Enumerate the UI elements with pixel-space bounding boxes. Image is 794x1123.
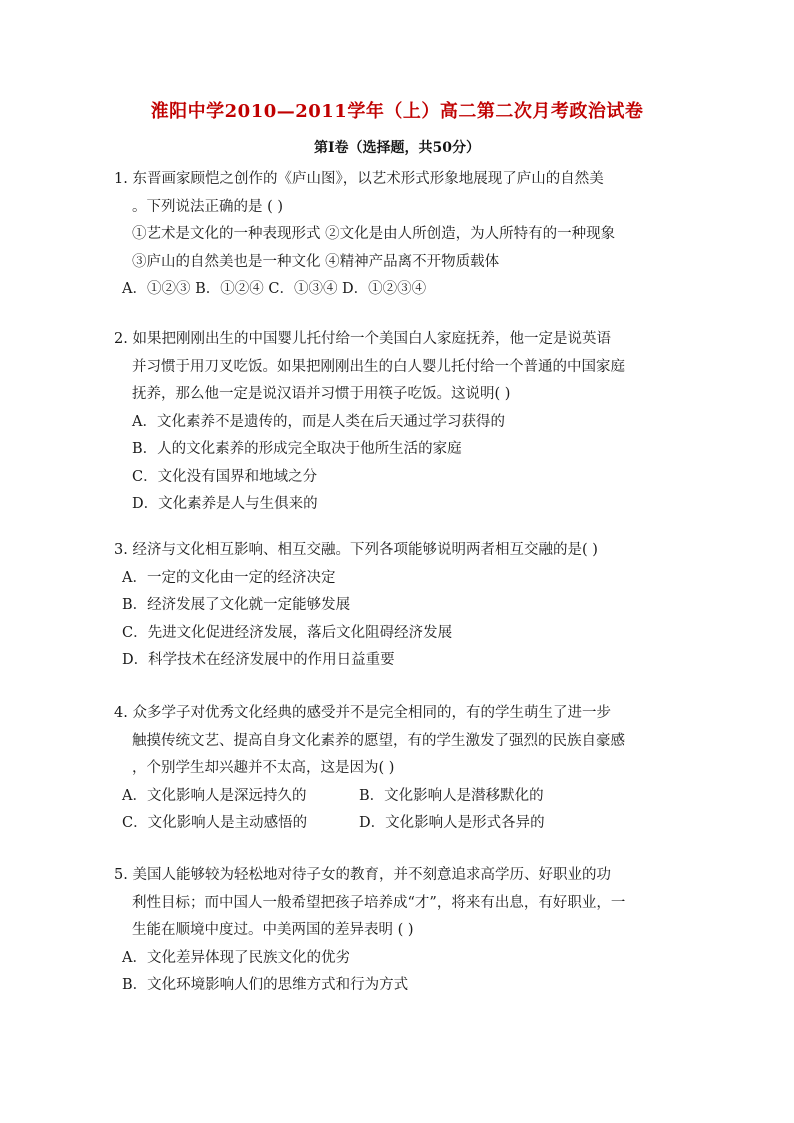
question-stem: 5. 美国人能够较为轻松地对待子女的教育，并不刻意追求高学历、好职业的功 xyxy=(114,867,611,883)
question-3 xyxy=(114,537,694,675)
question-stem: 4. 众多学子对优秀文化经典的感受并不是完全相同的，有的学生萌生了进一步 xyxy=(114,705,611,721)
option-a: A．一定的文化由一定的经济决定 xyxy=(122,569,336,586)
option-b: B．人的文化素养的形成完全取决于他所生活的家庭 xyxy=(132,441,462,457)
option-a: A．文化素养不是遗传的，而是人类在后天通过学习获得的 xyxy=(132,413,505,430)
question-stem: 。下列说法正确的是 ( ) xyxy=(132,198,284,215)
question-stem: 利性目标；而中国人一般希望把孩子培养成“才”，将来有出息，有好职业，一 xyxy=(132,894,626,911)
option-b: B．经济发展了文化就一定能够发展 xyxy=(122,597,351,613)
question-stem: 2. 如果把刚刚出生的中国婴儿托付给一个美国白人家庭抚养，他一定是说英语 xyxy=(114,331,611,347)
statement-line: ①艺术是文化的一种表现形式 ②文化是由人所创造，为人所特有的一种现象 xyxy=(132,226,616,242)
options-row-2 xyxy=(114,810,694,838)
question-stem: 1. 东晋画家顾恺之创作的《庐山图》，以艺术形式形象地展现了庐山的自然美 xyxy=(114,171,604,187)
option-a: A．文化差异体现了民族文化的优劣 xyxy=(122,949,350,966)
question-stem: 生能在顺境中度过。中美两国的差异表明 ( ) xyxy=(132,922,414,938)
section-heading: 第Ⅰ卷（选择题，共50分） xyxy=(313,140,481,156)
question-5 xyxy=(114,862,694,1000)
option-d: D．文化影响人是形式各异的 xyxy=(359,815,545,831)
statement-line: ③庐山的自然美也是一种文化 ④精神产品离不开物质载体 xyxy=(132,253,500,270)
answer-options: A．①②③ B．①②④ C．①③④ D．①②③④ xyxy=(122,281,427,297)
question-2 xyxy=(114,326,694,519)
option-c: C．文化影响人是主动感悟的 xyxy=(122,815,308,831)
question-stem: 触摸传统文艺、提高自身文化素养的愿望，有的学生激发了强烈的民族自豪感 xyxy=(132,732,625,749)
question-4 xyxy=(114,700,694,838)
option-b: B．文化环境影响人们的思维方式和行为方式 xyxy=(122,977,409,993)
option-b: B．文化影响人是潜移默化的 xyxy=(359,787,544,804)
question-stem: 抚养，那么他一定是说汉语并习惯于用筷子吃饭。这说明( ) xyxy=(132,386,511,402)
options-row-1 xyxy=(114,783,694,811)
option-c: C．文化没有国界和地域之分 xyxy=(132,468,318,485)
question-stem: ，个别学生却兴趣并不太高，这是因为( ) xyxy=(132,760,395,776)
option-a: A．文化影响人是深远持久的 xyxy=(122,787,307,804)
question-stem: 并习惯于用刀叉吃饭。如果把刚刚出生的白人婴儿托付给一个普通的中国家庭 xyxy=(132,358,625,375)
question-1 xyxy=(114,166,694,304)
option-d: D．科学技术在经济发展中的作用日益重要 xyxy=(122,652,395,668)
question-stem: 3. 经济与文化相互影响、相互交融。下列各项能够说明两者相互交融的是( ) xyxy=(114,542,598,558)
option-d: D．文化素养是人与生俱来的 xyxy=(132,496,318,512)
option-c: C．先进文化促进经济发展，落后文化阻碍经济发展 xyxy=(122,624,453,641)
exam-title: 淮阳中学2010—2011学年（上）高二第二次月考政治试卷 xyxy=(150,101,644,122)
